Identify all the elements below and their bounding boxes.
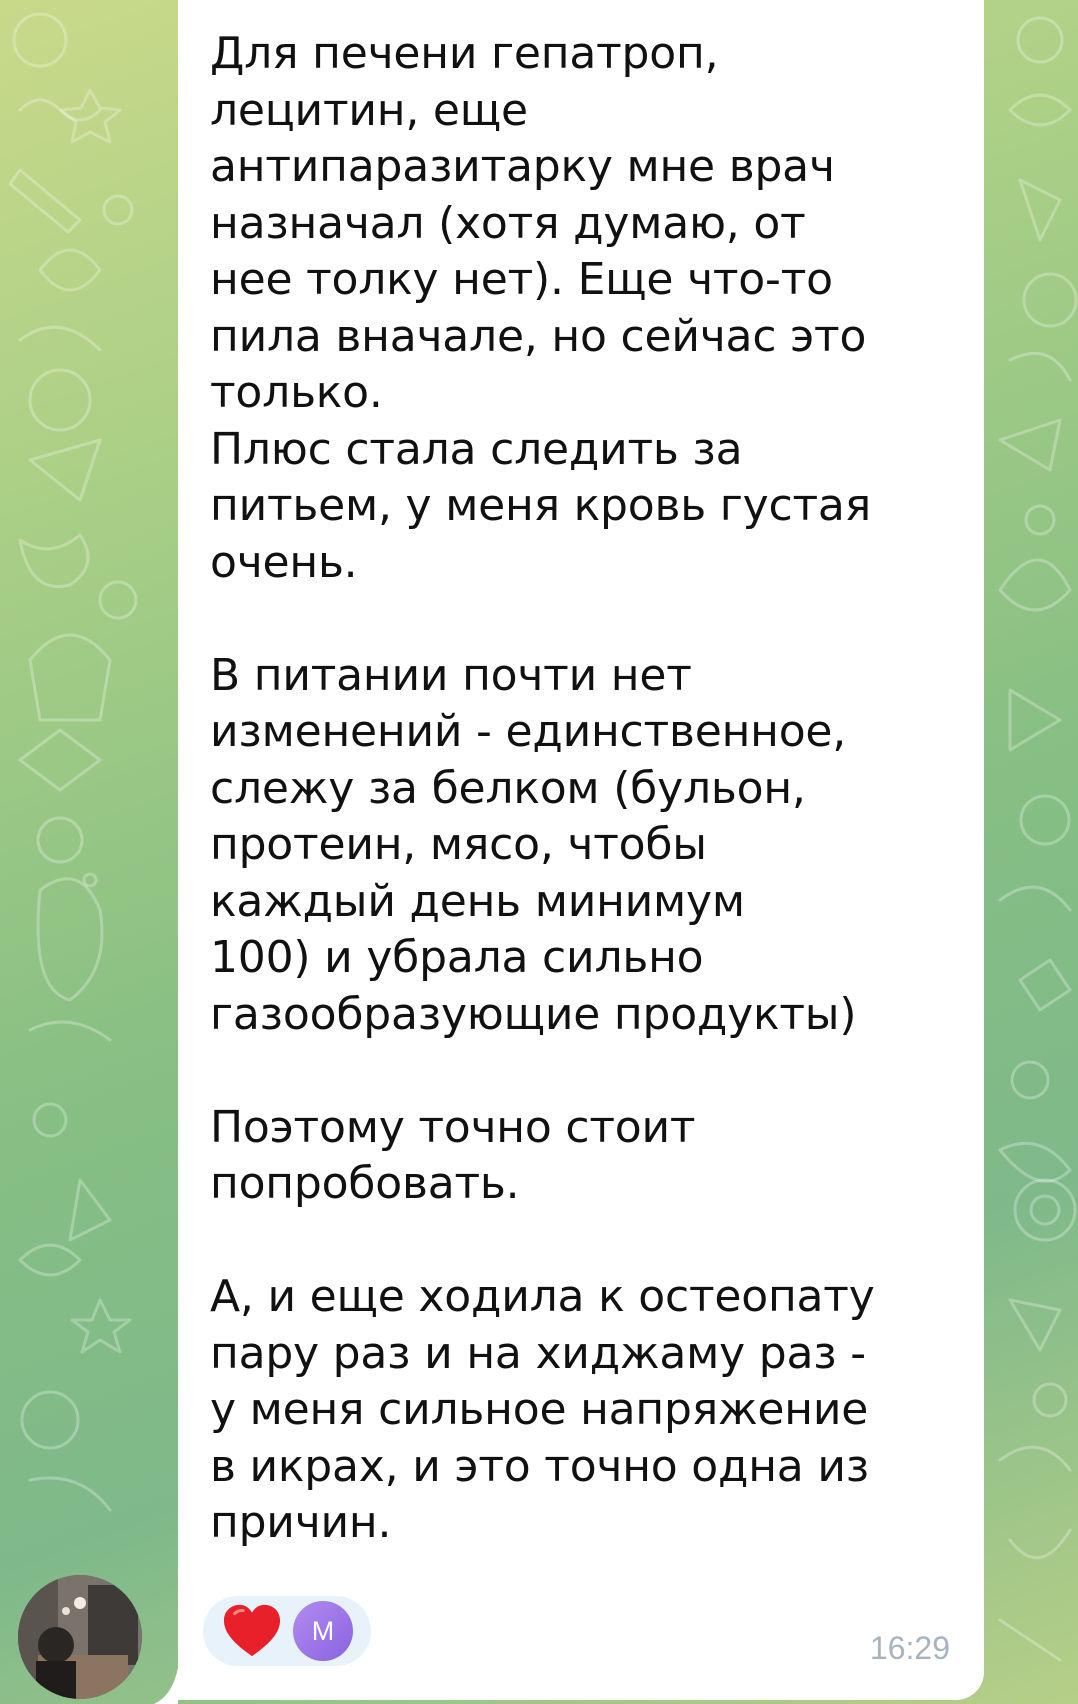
reaction-chip[interactable]	[203, 1596, 371, 1666]
red-heart-icon	[221, 1602, 283, 1660]
message-bubble[interactable]	[178, 0, 984, 1700]
avatar-photo-icon	[18, 1575, 142, 1699]
sender-avatar[interactable]	[18, 1575, 142, 1699]
message-timestamp: 16:29	[869, 1630, 950, 1666]
message-text: Для печени гепатроп, лецитин, еще антипаразитарку мне врач назначал (хотя думаю, от нее толку нет). Еще что-то пила вначале, но сейчас это только. Плюс стала следить за питьем, у меня кровь густая очень. В питании почти нет изменений - единственное, слежу за белком (бульон, протеин, мясо, чтобы каждый день минимум 100) и убрала сильно газообразующие продукты) Поэтому точно стоит попробовать. А, и еще ходила к остеопату пару раз и на хиджаму раз - у меня сильное напряжение в икрах, и это точно одна из причин.	[210, 28, 875, 1548]
reactor-avatar: M	[293, 1601, 353, 1661]
bubble-tail	[154, 1668, 194, 1704]
